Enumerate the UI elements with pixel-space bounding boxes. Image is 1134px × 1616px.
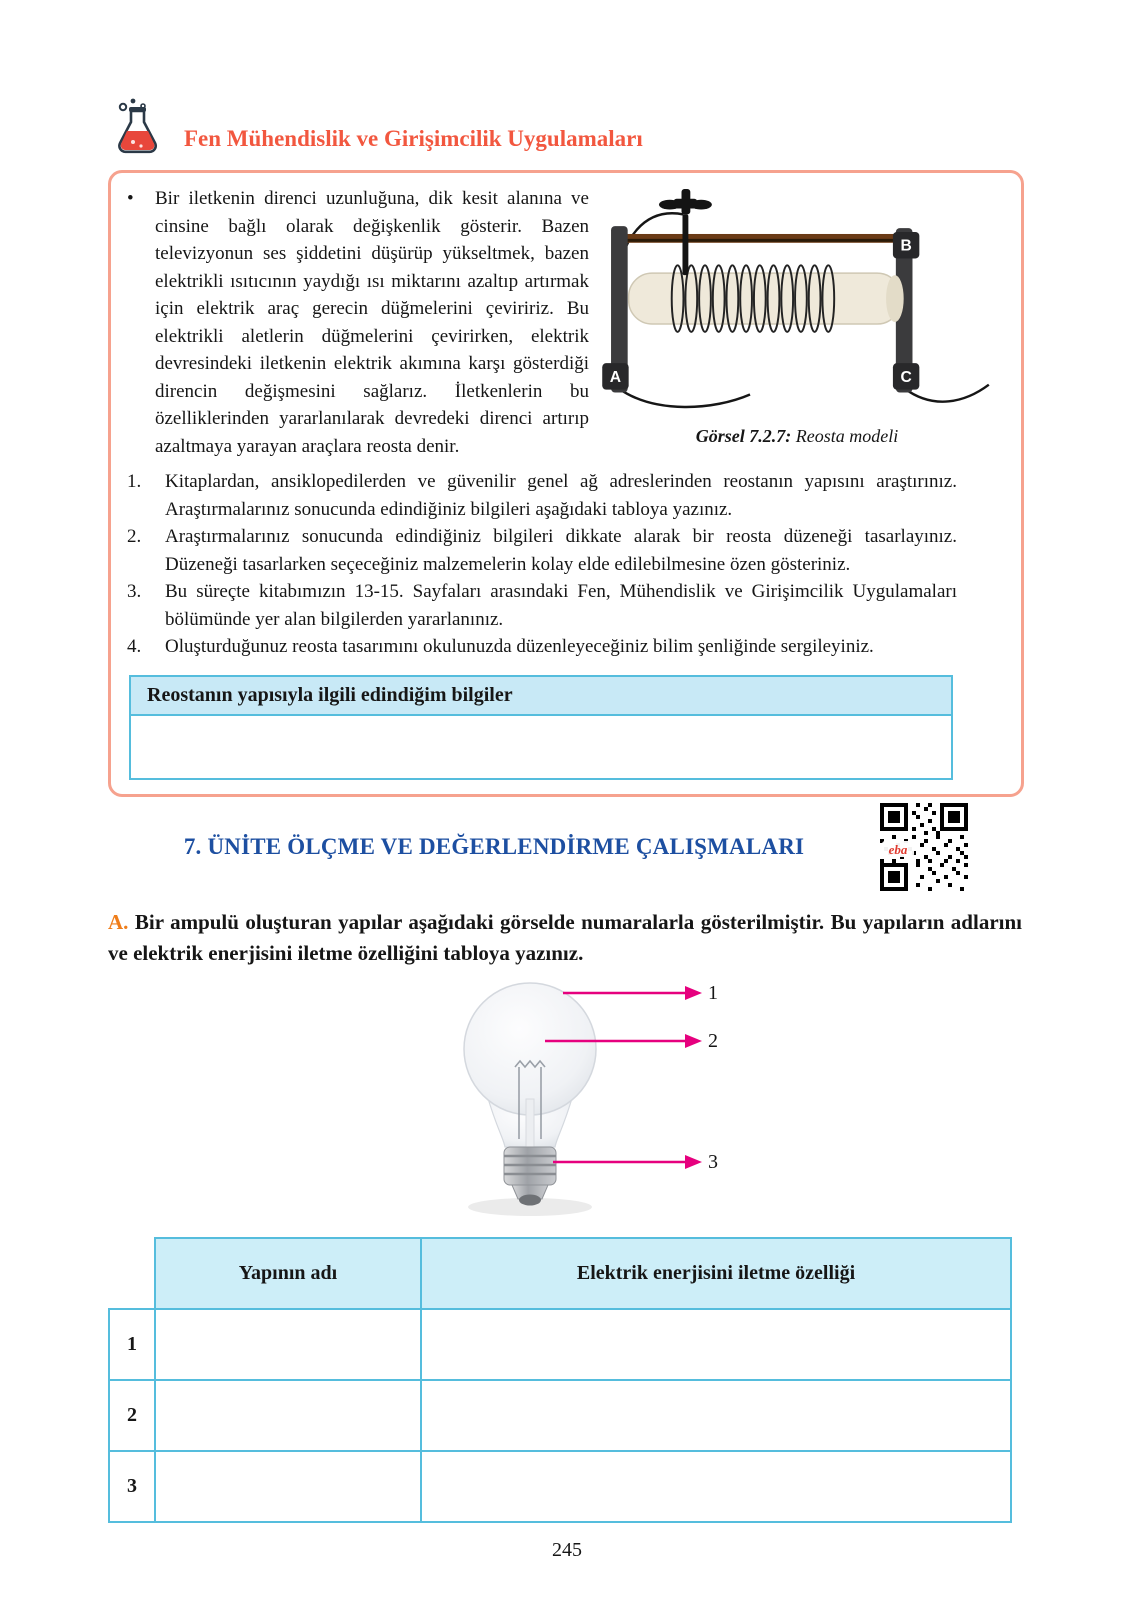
- question-a: [108, 907, 1022, 969]
- table-corner-spacer: [109, 1238, 155, 1309]
- arrowhead-3: [685, 1155, 702, 1169]
- table-row: [109, 1451, 1011, 1522]
- list-item-number: 4.: [127, 636, 142, 657]
- wire: [619, 389, 750, 407]
- liquid-bubble: [131, 140, 135, 144]
- bulb-part-number-2: 2: [708, 1029, 718, 1052]
- list-item: [127, 523, 1005, 578]
- activity-box-top: [127, 185, 1005, 460]
- row-number: 3: [109, 1451, 155, 1522]
- bulb-part-number-1: 1: [708, 981, 718, 1004]
- col-header-structure-name: Yapının adı: [155, 1238, 421, 1309]
- bulb-stem: [526, 1099, 534, 1147]
- notes-box-empty-area: [131, 716, 951, 778]
- list-item: [127, 633, 1005, 661]
- flask-rim: [129, 107, 146, 112]
- intro-text: Bir iletkenin direnci uzunluğuna, dik kesit alanına ve cinsine bağlı olarak değişkenlik gösterir. Bazen televizyonun ses şiddetini düşürüp yükseltmek, bazen elektrikli ısıtıcının yaydığı ısı miktarını azaltıp artırmak için elektrik araç gerecin düğmelerini çeviririz. Bu elektrikli aletlerin düğmelerini çevirirken, elektrik devresindeki iletkenin elektrik akımına karşı gösterdiği direncin değişmesini sağlarız. İletkenlerin bu özelliklerinden yararlanılarak devredeki direnci artırıp azaltmaya yarayan araçlara reosta denir.: [155, 188, 589, 457]
- rheostat-figure: [589, 185, 1005, 460]
- page-number: 245: [552, 1538, 582, 1561]
- section-header-title: Fen Mühendislik ve Girişimcilik Uygulamaları: [184, 126, 643, 151]
- cylinder-end: [886, 275, 904, 322]
- section-header: [0, 0, 1134, 160]
- structure-name-cell-2: [155, 1380, 421, 1451]
- terminal-b-label: B: [900, 237, 912, 255]
- slider-clamp: [659, 189, 712, 275]
- arrowhead-2: [685, 1034, 702, 1048]
- unit-evaluation-header: [108, 801, 1026, 893]
- notes-box: [129, 675, 953, 780]
- table-row: [109, 1309, 1011, 1380]
- qr-code: [880, 803, 968, 891]
- question-a-label: A.: [108, 909, 129, 934]
- structure-name-cell-1: [155, 1309, 421, 1380]
- instruction-list: [127, 468, 1005, 661]
- bullet-marker: •: [127, 188, 134, 209]
- rheostat-rail-shadow: [617, 239, 907, 242]
- arrowhead-1: [685, 986, 702, 1000]
- bulb-part-number-3: 3: [708, 1150, 718, 1173]
- terminal-a-label: A: [609, 368, 622, 386]
- table-row: [109, 1380, 1011, 1451]
- answer-table-header-row: [109, 1238, 1011, 1309]
- intro-paragraph: [127, 185, 589, 460]
- terminal-c-label: C: [900, 368, 912, 386]
- notes-box-title: Reostanın yapısıyla ilgili edindiğim bilgiler: [131, 677, 951, 716]
- row-number: 2: [109, 1380, 155, 1451]
- list-item-text: Oluşturduğunuz reosta tasarımını okulunuzda düzenleyeceğiniz bilim şenliğinde sergileyiniz.: [165, 636, 874, 657]
- activity-box: [108, 170, 1024, 797]
- unit-evaluation-title: 7. ÜNİTE ÖLÇME VE DEĞERLENDİRME ÇALIŞMALARI: [183, 833, 805, 859]
- bulb-illustration: [247, 977, 887, 1222]
- list-item-number: 3.: [127, 581, 142, 602]
- row-number: 1: [109, 1309, 155, 1380]
- qr-eba-label: eba: [888, 841, 908, 857]
- figure-caption: [589, 426, 1005, 447]
- bubble-icon: [131, 99, 136, 104]
- flask-icon: [106, 96, 170, 160]
- conductivity-cell-3: [421, 1451, 1011, 1522]
- bubble-icon: [120, 104, 126, 110]
- flask-icon-svg: [106, 96, 170, 160]
- conductivity-cell-1: [421, 1309, 1011, 1380]
- bulb-figure: [0, 977, 1134, 1229]
- list-item-number: 2.: [127, 526, 142, 547]
- list-item-text: Bu süreçte kitabımızın 13-15. Sayfaları arasındaki Fen, Mühendislik ve Girişimcilik Uygulamaları bölümünde yer alan bilgilerden yararlanınız.: [165, 581, 957, 630]
- col-header-conductivity: Elektrik enerjisini iletme özelliği: [421, 1238, 1011, 1309]
- list-item-text: Araştırmalarınız sonucunda edindiğiniz bilgileri dikkate alarak bir reosta düzeneği tasarlayınız. Düzeneği tasarlarken seçeceğiniz malzemelerin kolay elde edilebilmesine özen gösteriniz.: [165, 526, 957, 575]
- figure-caption-number: Görsel 7.2.7:: [695, 426, 792, 446]
- list-item-number: 1.: [127, 471, 142, 492]
- list-item-text: Kitaplardan, ansiklopedilerden ve güvenilir genel ağ adreslerinden reostanın yapısını araştırınız. Araştırmalarınız sonucunda edindiğiniz bilgileri aşağıdaki tabloya yazınız.: [165, 471, 957, 520]
- list-item: [127, 578, 1005, 633]
- answer-table: [108, 1237, 1012, 1523]
- structure-name-cell-3: [155, 1451, 421, 1522]
- bulb-glass: [464, 983, 596, 1115]
- flask-liquid: [121, 131, 155, 150]
- list-item: [127, 468, 1005, 523]
- question-a-text: Bir ampulü oluşturan yapılar aşağıdaki görselde numaralarla gösterilmiştir. Bu yapıların adlarını ve elektrik enerjisini iletme özelliğini tabloya yazınız.: [108, 909, 1022, 965]
- qr-code-svg: [880, 803, 968, 891]
- rheostat-illustration: [601, 187, 993, 417]
- liquid-bubble: [139, 144, 142, 147]
- bulb-screw-base: [504, 1147, 556, 1206]
- conductivity-cell-2: [421, 1380, 1011, 1451]
- figure-caption-text: Reosta modeli: [791, 426, 899, 446]
